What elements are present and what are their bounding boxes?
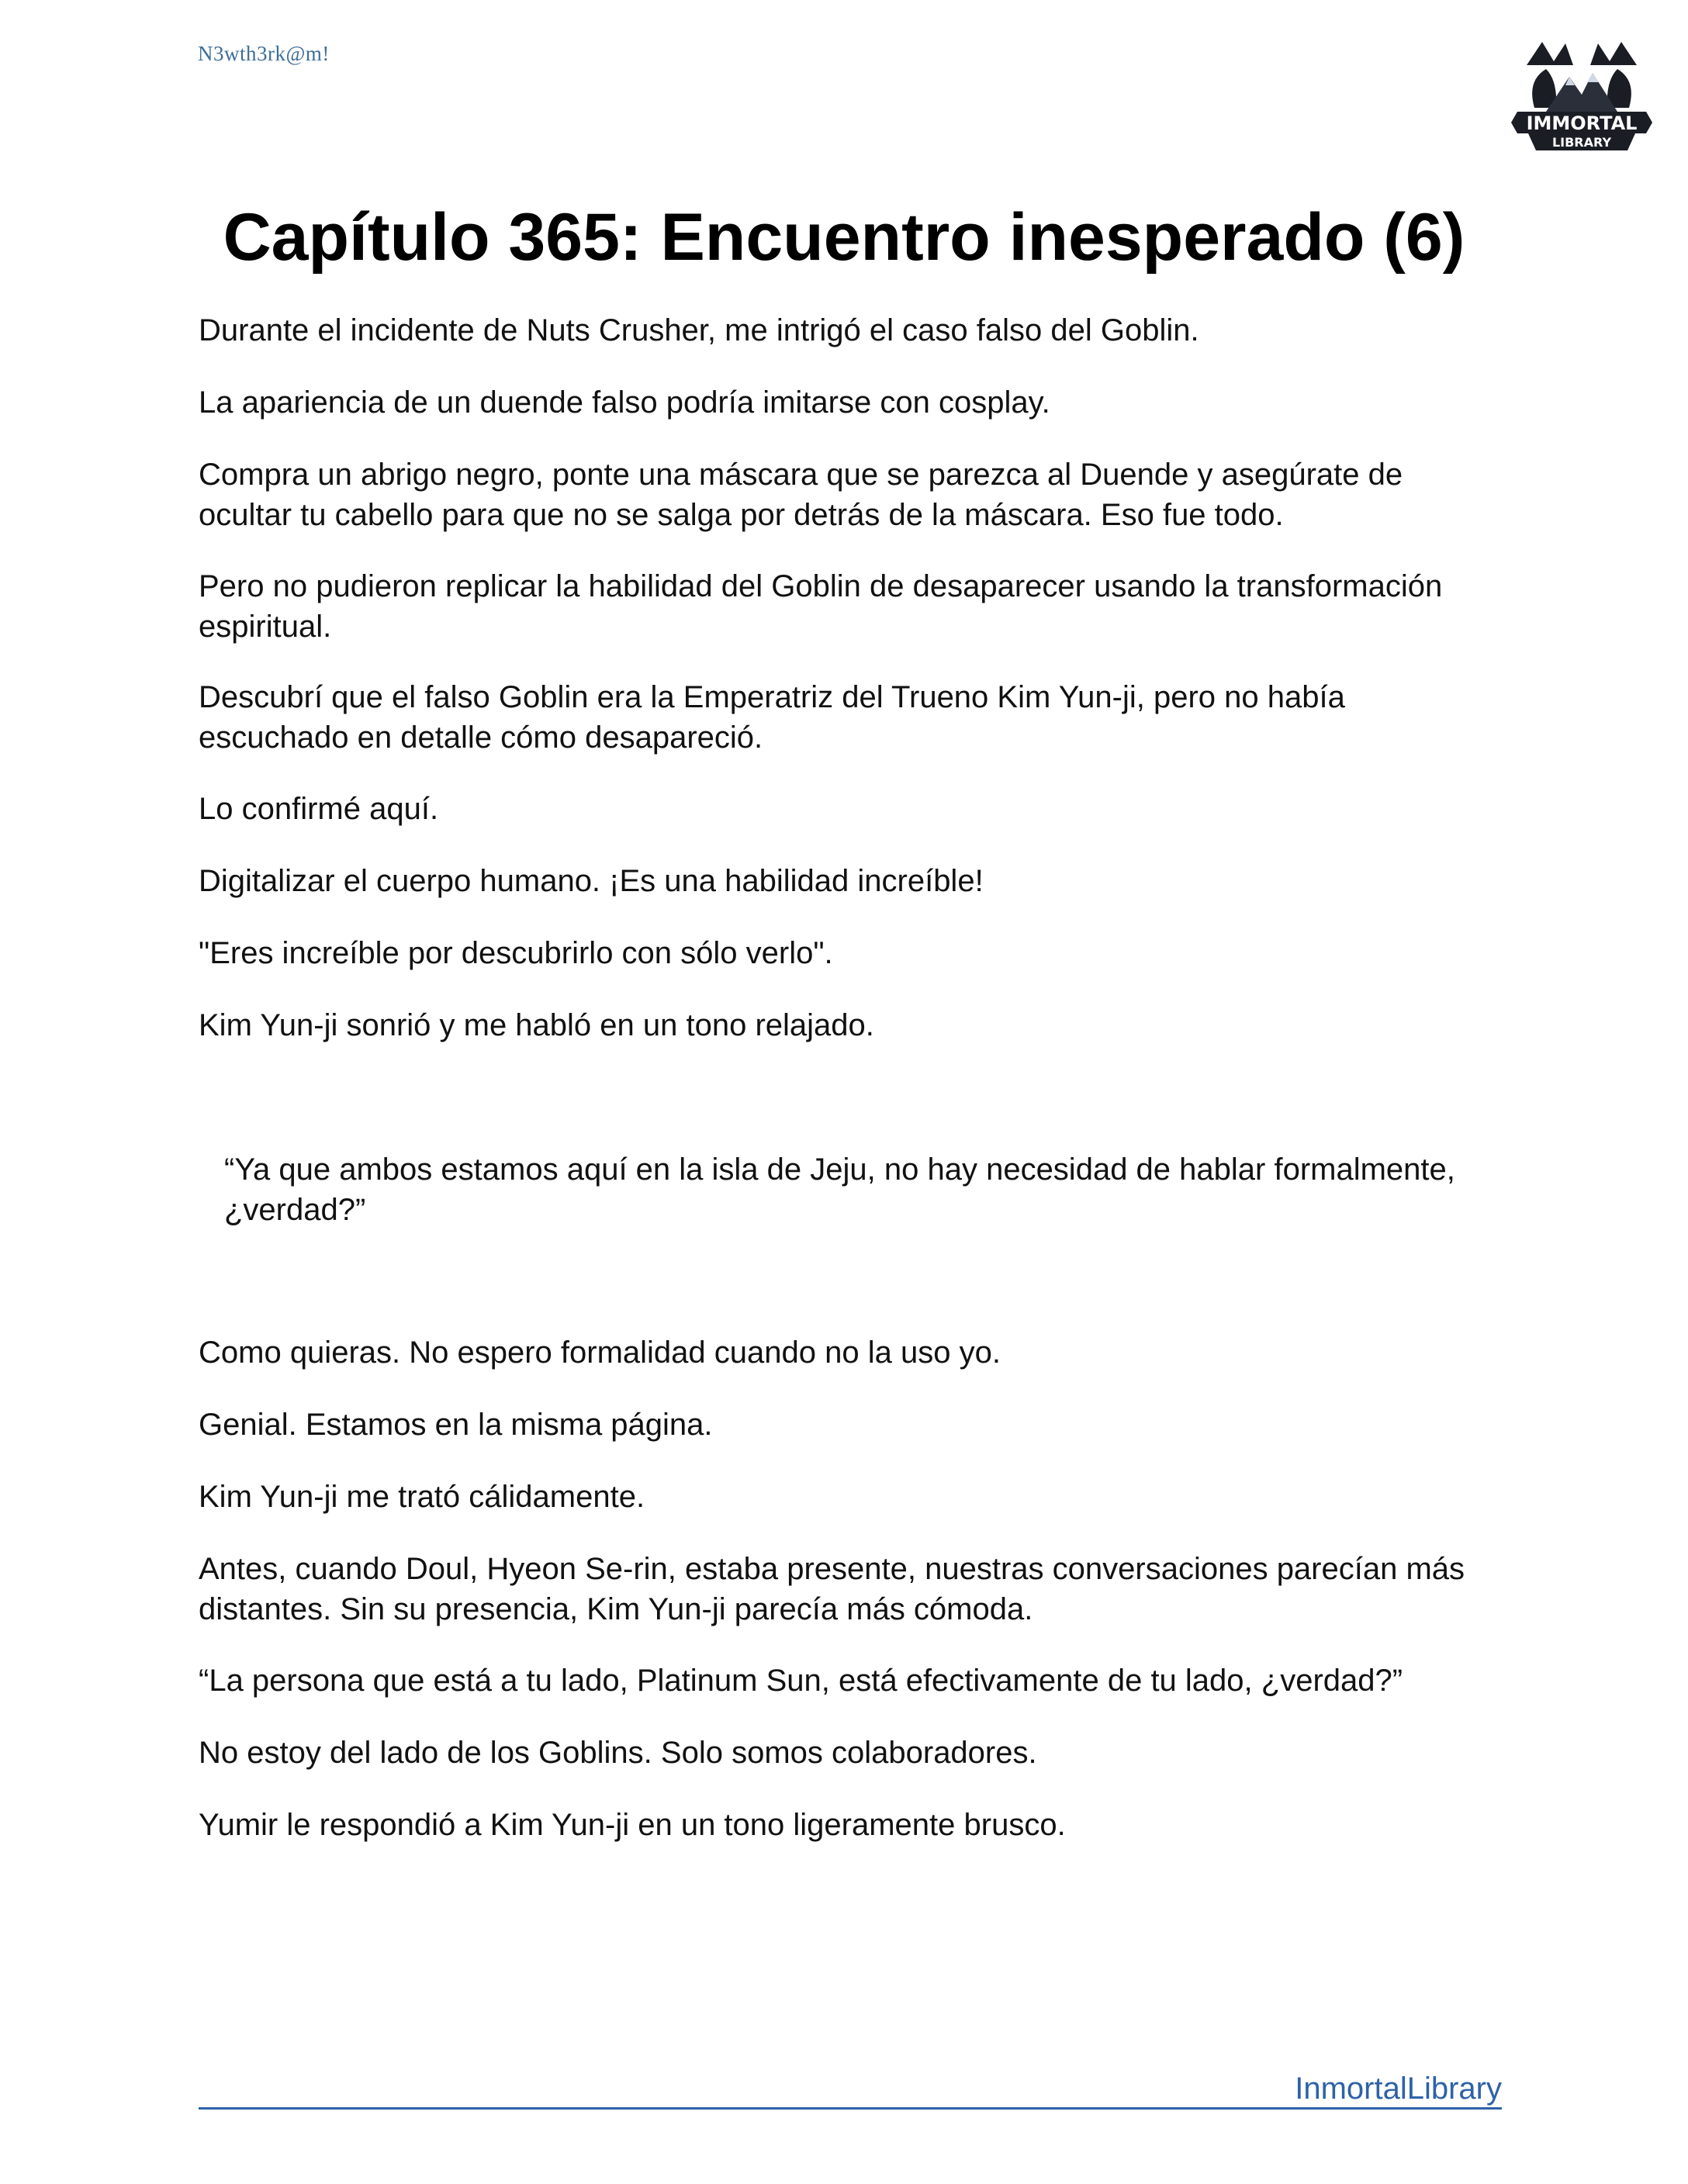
paragraph: Descubrí que el falso Goblin era la Emperatriz del Trueno Kim Yun-ji, pero no había escuchado en detalle cómo desapareció. <box>199 680 1345 755</box>
paragraph: Lo confirmé aquí. <box>199 792 439 826</box>
watermark-text: N3wth3rk@m! <box>198 42 330 65</box>
paragraph: "Eres increíble por descubrirlo con sólo verlo". <box>199 936 833 970</box>
footer-link[interactable]: InmortalLibrary <box>1295 2072 1502 2106</box>
logo-text-line1: IMMORTAL <box>1526 112 1638 134</box>
paragraph: Compra un abrigo negro, ponte una máscara que se parezca al Duende y asegúrate de ocultar tu cabello para que no se salga por detrás de la máscara. Eso fue todo. <box>199 458 1403 532</box>
paragraph: “La persona que está a tu lado, Platinum Sun, está efectivamente de tu lado, ¿verdad?” <box>199 1664 1403 1698</box>
paragraph: Como quieras. No espero formalidad cuando no la uso yo. <box>199 1336 1001 1370</box>
paragraph: Yumir le respondió a Kim Yun-ji en un tono ligeramente brusco. <box>199 1808 1066 1842</box>
paragraph: Digitalizar el cuerpo humano. ¡Es una habilidad increíble! <box>199 864 984 898</box>
paragraph: La apariencia de un duende falso podría imitarse con cosplay. <box>199 385 1050 420</box>
logo-text-line2: LIBRARY <box>1551 135 1612 150</box>
paragraph: Antes, cuando Doul, Hyeon Se-rin, estaba presente, nuestras conversaciones parecían más distantes. Sin su presencia, Kim Yun-ji parecía más cómoda. <box>199 1552 1465 1626</box>
immortal-library-logo-icon <box>1511 34 1652 161</box>
paragraph: Kim Yun-ji sonrió y me habló en un tono relajado. <box>199 1008 874 1042</box>
paragraph: Pero no pudieron replicar la habilidad del Goblin de desaparecer usando la transformación espiritual. <box>199 569 1443 644</box>
paragraph: No estoy del lado de los Goblins. Solo somos colaboradores. <box>199 1736 1037 1770</box>
paragraph: Durante el incidente de Nuts Crusher, me intrigó el caso falso del Goblin. <box>199 313 1199 347</box>
paragraph: Genial. Estamos en la misma página. <box>199 1408 713 1442</box>
quote-paragraph: “Ya que ambos estamos aquí en la isla de Jeju, no hay necesidad de hablar formalmente, ¿verdad?” <box>224 1152 1455 1227</box>
footer-rule <box>199 2107 1502 2110</box>
chapter-title: Capítulo 365: Encuentro inesperado (6) <box>223 200 1465 275</box>
paragraph: Kim Yun-ji me trató cálidamente. <box>199 1480 645 1514</box>
